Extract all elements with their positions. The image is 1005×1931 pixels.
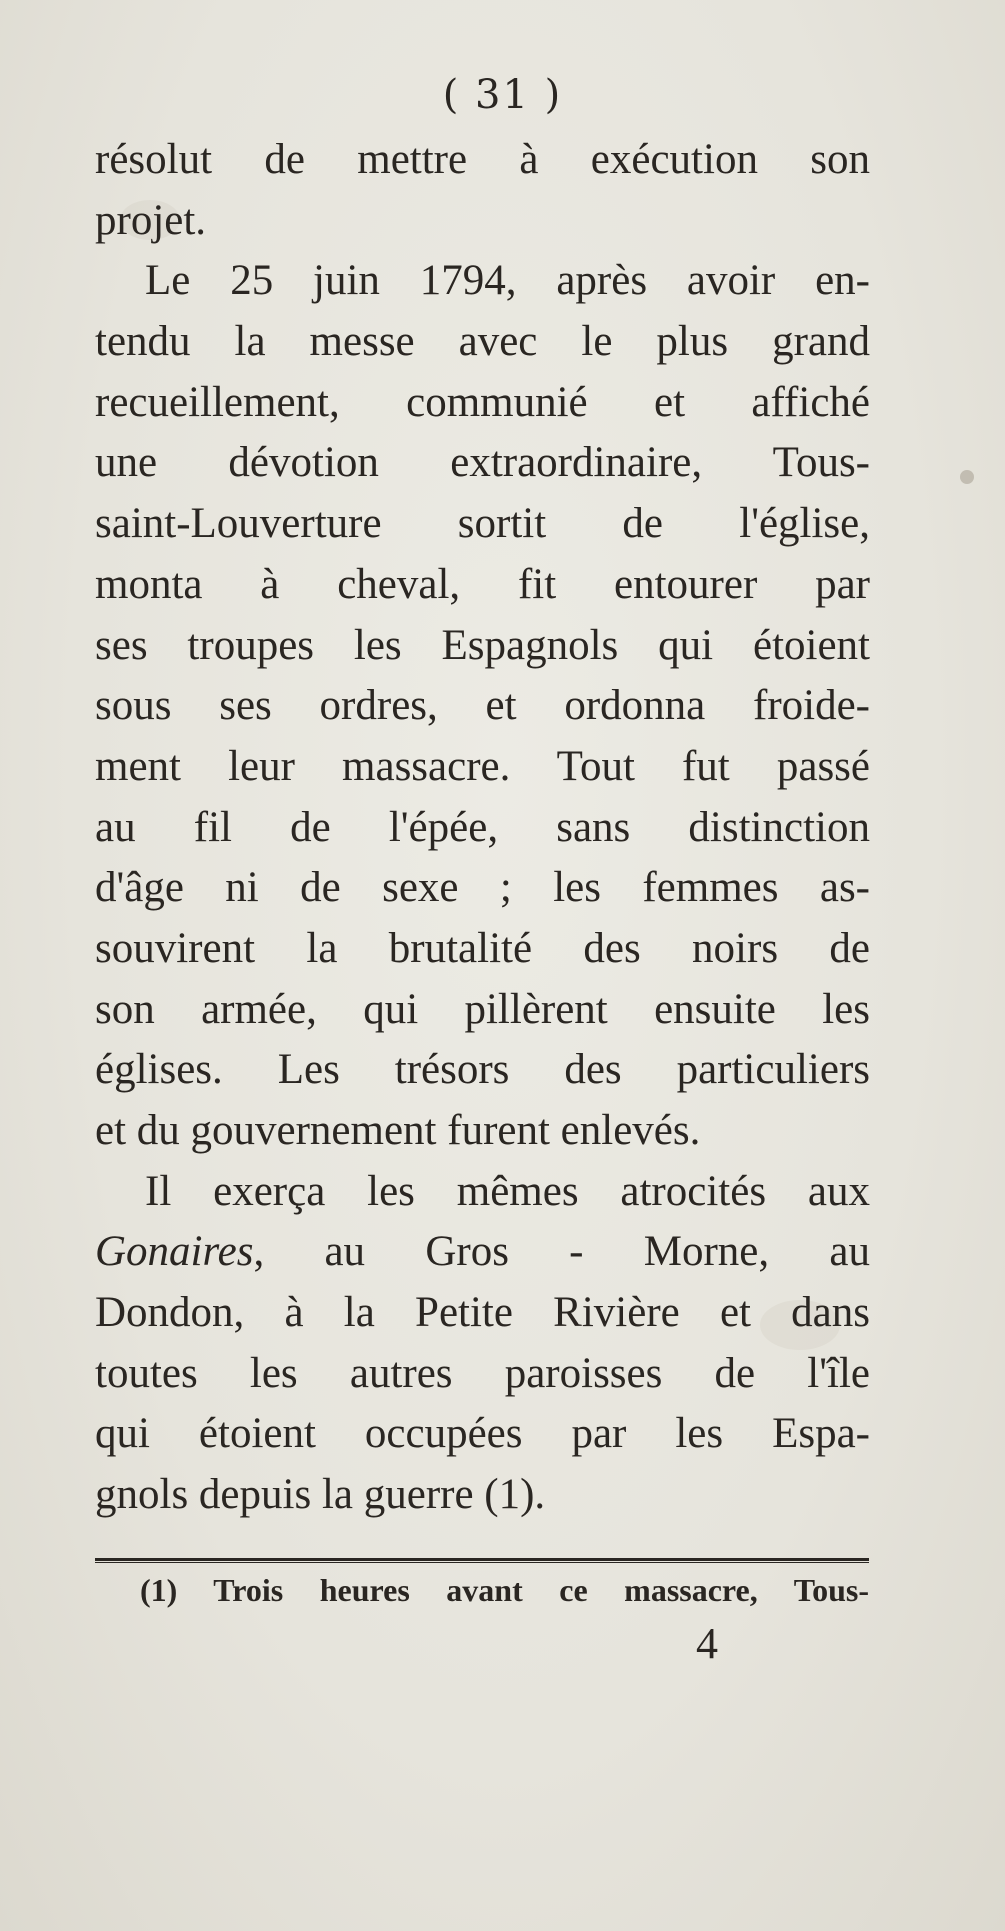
text-line: projet.: [95, 196, 207, 244]
text-line: sous ses ordres, et ordonna froide-: [95, 682, 870, 730]
text-line: Il exerça les mêmes atrocités aux: [145, 1167, 870, 1215]
text-line: au fil de l'épée, sans distinction: [95, 803, 870, 851]
footnote: (1) Trois heures avant ce massacre, Tous-: [140, 1572, 869, 1608]
text-line: résolut de mettre à exécution son: [95, 136, 870, 183]
text-line: églises. Les trésors des particuliers: [95, 1046, 870, 1094]
text-line: Dondon, à la Petite Rivière et dans: [95, 1289, 870, 1337]
text-line-rest: , au Gros - Morne, au: [253, 1228, 870, 1276]
signature-mark: 4: [696, 1619, 718, 1668]
text-line: une dévotion extraordinaire, Tous-: [95, 439, 870, 487]
text-line: monta à cheval, fit entourer par: [95, 560, 870, 608]
text-line: ment leur massacre. Tout fut passé: [95, 742, 870, 790]
text-line: Le 25 juin 1794, après avoir en-: [145, 257, 870, 305]
text-line: son armée, qui pillèrent ensuite les: [95, 985, 870, 1033]
text-line: qui étoient occupées par les Espa-: [95, 1410, 870, 1458]
text-line: toutes les autres paroisses de l'île: [95, 1349, 870, 1397]
text-line: saint-Louverture sortit de l'église,: [95, 500, 870, 548]
paper-spot: [960, 470, 974, 484]
place-name-italic: Gonaires: [95, 1228, 254, 1276]
footnote-rule: [95, 1558, 869, 1563]
body-text: [95, 130, 870, 1526]
text-line: souvirent la brutalité des noirs de: [95, 924, 870, 972]
text-line: gnols depuis la guerre (1).: [95, 1471, 546, 1519]
text-line: d'âge ni de sexe ; les femmes as-: [95, 864, 870, 912]
text-line: ses troupes les Espagnols qui étoient: [95, 621, 870, 669]
text-line-with-italic: [95, 1222, 870, 1283]
text-line: et du gouvernement furent enlevés.: [95, 1107, 701, 1154]
text-line: recueillement, communié et affiché: [95, 378, 870, 426]
text-line: tendu la messe avec le plus grand: [95, 318, 870, 366]
page-number: ( 31 ): [442, 72, 563, 118]
